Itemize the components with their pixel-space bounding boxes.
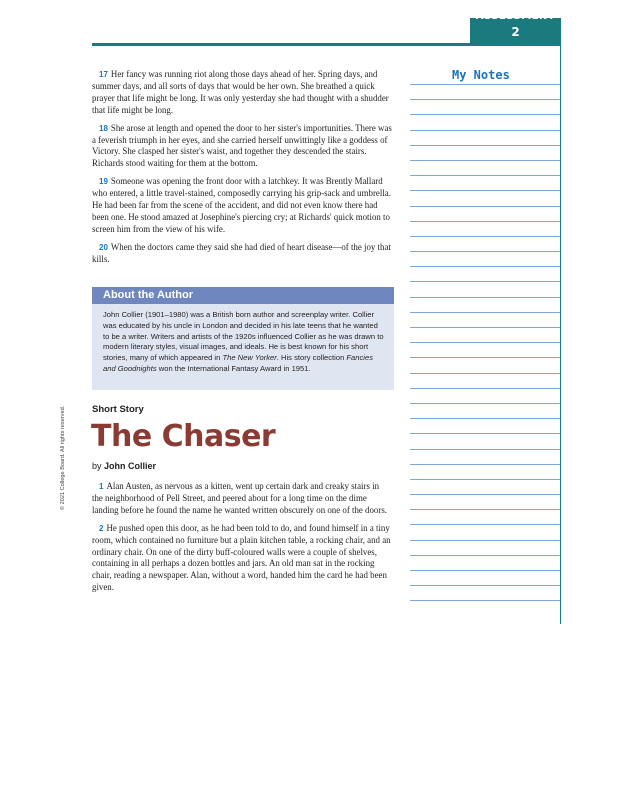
note-line bbox=[410, 388, 560, 389]
paragraph-number: 1 bbox=[99, 482, 104, 491]
note-line bbox=[410, 433, 560, 434]
story-paragraph-1 bbox=[92, 481, 392, 517]
note-line bbox=[410, 418, 560, 419]
note-line bbox=[410, 449, 560, 450]
note-line bbox=[410, 373, 560, 374]
note-line bbox=[410, 114, 560, 115]
paragraph-20 bbox=[92, 242, 392, 266]
author-bio-text: won the International Fantasy Award in 1951. bbox=[156, 363, 311, 373]
assessment-tab bbox=[470, 11, 561, 45]
note-line bbox=[410, 494, 560, 495]
note-line bbox=[410, 585, 560, 586]
note-line bbox=[410, 206, 560, 207]
note-line bbox=[410, 266, 560, 267]
note-line bbox=[410, 312, 560, 313]
story-title: The Chaser bbox=[91, 419, 276, 454]
note-line bbox=[410, 236, 560, 237]
paragraph-number: 2 bbox=[99, 523, 104, 533]
note-line bbox=[410, 479, 560, 480]
paragraph-text: Her fancy was running riot along those days ahead of her. Spring days, and summer days, and all sorts of days that would be her own. She breathed a quick prayer that life might be long. It was only yesterday she had thought with a shudder that life might be long. bbox=[92, 69, 389, 115]
note-line bbox=[410, 357, 560, 358]
paragraph-number: 19 bbox=[99, 177, 108, 187]
byline bbox=[92, 461, 156, 471]
note-line bbox=[410, 600, 560, 601]
text-column-story bbox=[92, 481, 392, 600]
note-line bbox=[410, 84, 560, 85]
paragraph-18 bbox=[92, 123, 392, 171]
note-line bbox=[410, 281, 560, 282]
paragraph-19 bbox=[92, 176, 392, 236]
my-notes-title: My Notes bbox=[452, 68, 510, 82]
paragraph-text: Someone was opening the front door with a latchkey. It was Brently Mallard who entered, a little travel-stained, composedly carrying his grip-sack and umbrella. He had been far from the scene of the accident, and did not even know there had been one. He stood amazed at Josephine's piercing cry; at Richards' quick motion to screen him from the view of his wife. bbox=[92, 176, 391, 234]
about-the-author-heading: About the Author bbox=[92, 287, 394, 304]
text-column-top bbox=[92, 69, 392, 272]
paragraph-number: 17 bbox=[99, 70, 108, 79]
note-line bbox=[410, 251, 560, 252]
assessment-tab-number: 2 bbox=[511, 25, 520, 39]
note-line bbox=[410, 464, 560, 465]
paragraph-17 bbox=[92, 69, 392, 117]
author-bio-text: . His story collection bbox=[276, 353, 347, 363]
note-line bbox=[410, 327, 560, 328]
story-paragraph-2 bbox=[92, 523, 392, 594]
note-line bbox=[410, 570, 560, 571]
byline-prefix: by bbox=[92, 461, 102, 471]
note-line bbox=[410, 342, 560, 343]
magazine-title: The New Yorker bbox=[222, 353, 277, 363]
notes-column-rule bbox=[560, 46, 561, 624]
paragraph-text: He pushed open this door, as he had been told to do, and found himself in a tiny room, which contained no furniture but a plain kitchen table, a rocking chair, and an ordinary chair. On one of the dirty buff-coloured walls were a couple of shelves, containing in all perhaps a dozen bottles and jars. An old man sat in the rocking chair, reading a newspaper. Alan, without a word, handed him the card he had been given. bbox=[92, 522, 391, 593]
note-line bbox=[410, 403, 560, 404]
note-line bbox=[410, 130, 560, 131]
note-line bbox=[410, 99, 560, 100]
paragraph-number: 20 bbox=[99, 242, 108, 252]
paragraph-text: She arose at length and opened the door to her sister's importunities. There was a feverish triumph in her eyes, and she carried herself unwittingly like a goddess of Victory. She clasped her sister's waist, and together they descended the stairs. Richards stood waiting for them at the bottom. bbox=[92, 122, 392, 169]
note-line bbox=[410, 540, 560, 541]
note-line bbox=[410, 555, 560, 556]
note-line bbox=[410, 190, 560, 191]
note-line bbox=[410, 297, 560, 298]
paragraph-text: When the doctors came they said she had died of heart disease—of the joy that kills. bbox=[92, 241, 391, 264]
genre-label: Short Story bbox=[92, 404, 144, 415]
note-line bbox=[410, 160, 560, 161]
about-the-author-box bbox=[92, 287, 394, 390]
author-name: John Collier bbox=[104, 461, 157, 471]
note-line bbox=[410, 221, 560, 222]
note-line bbox=[410, 509, 560, 510]
note-line bbox=[410, 145, 560, 146]
collection-title: Fancies and Goodnights bbox=[103, 353, 374, 373]
author-bio-text: John Collier (1901–1980) was a British born author and screenplay writer. Collier was educated by his uncle in London and decided in his late teens that he wanted to be a writer. Writers and artists of the 1920s influenced Collier as he was drawn to modern literary styles, visual images, and ideals. He is best known for his short stories, many of which appeared in bbox=[103, 310, 384, 363]
about-the-author-text bbox=[92, 304, 394, 375]
assessment-tab-label: ASSESSMENT bbox=[475, 11, 556, 22]
copyright-notice: © 2021 College Board. All rights reserved. bbox=[60, 405, 66, 510]
note-line bbox=[410, 524, 560, 525]
note-line bbox=[410, 175, 560, 176]
paragraph-number: 18 bbox=[99, 123, 108, 133]
paragraph-text: Alan Austen, as nervous as a kitten, went up certain dark and creaky stairs in the neighborhood of Pell Street, and peered about for a long time on the dime landing before he found the name he wanted written obscurely on one of the doors. bbox=[92, 481, 388, 515]
notes-lines bbox=[410, 84, 560, 616]
